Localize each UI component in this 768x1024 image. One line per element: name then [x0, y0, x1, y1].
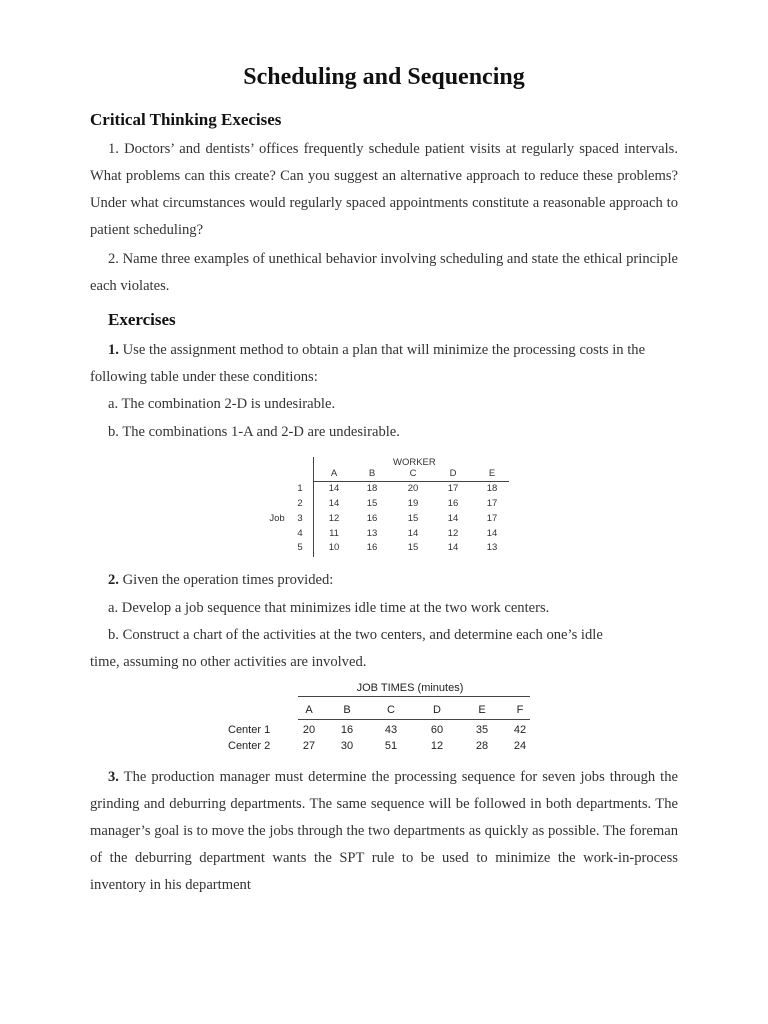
table-cell: 27: [302, 740, 316, 752]
table-cell: 13: [486, 542, 498, 553]
job-col-a: A: [305, 704, 313, 716]
job-row-1-label: 1: [297, 483, 303, 494]
job-row-3-label: 3: [297, 513, 303, 524]
table-cell: 20: [302, 724, 316, 736]
table-cell: 60: [430, 724, 444, 736]
exercise-1-condition-a: a. The combination 2-D is undesirable.: [108, 396, 336, 412]
exercise-3-number: 3.: [108, 769, 119, 785]
table-cell: 17: [447, 483, 459, 494]
exercise-2-part-b: b. Construct a chart of the activities at the two centers, and determine each one’s idle: [108, 627, 603, 643]
job-col-c: C: [387, 704, 395, 716]
worker-col-a: A: [330, 468, 338, 479]
critical-question-1: 1. Doctors’ and dentists’ offices frequently schedule patient visits at regularly spaced intervals. What problems can this create? Can you suggest an alternative approach to reduce these problems? Under what circumstances would regularly spaced appointments constitute a reasonable approach to patient scheduling?: [90, 141, 678, 238]
table-cell: 14: [328, 498, 340, 509]
table-cell: 42: [513, 724, 527, 736]
table-cell: 12: [430, 740, 444, 752]
center-1-label: Center 1: [228, 724, 271, 736]
table-cell: 16: [366, 542, 378, 553]
job-row-4-label: 4: [297, 528, 303, 539]
job-col-f: F: [516, 704, 524, 716]
exercise-2-part-b-cont: time, assuming no other activities are involved.: [90, 654, 367, 670]
exercise-3-text: The production manager must determine the processing sequence for seven jobs through the grinding and deburring departments. The same sequence will be followed in both departments. The manager’s goal is to move the jobs through the two departments as quickly as possible. The foreman of the deburring department wants the SPT rule to be used to minimize the work-in-process inventory in his department: [90, 769, 678, 893]
table-cell: 28: [475, 740, 489, 752]
table-cell: 11: [329, 528, 339, 539]
job-row-label: Job: [269, 513, 285, 524]
job-times-header-rule: [298, 719, 530, 720]
table-cell: 14: [447, 513, 459, 524]
table-cell: 35: [475, 724, 489, 736]
exercise-1-number: 1.: [108, 342, 119, 358]
exercises-heading: Exercises: [108, 310, 176, 329]
table-cell: 16: [340, 724, 354, 736]
worker-col-c: C: [409, 468, 417, 479]
worker-col-d: D: [449, 468, 457, 479]
table-cell: 12: [328, 513, 340, 524]
table-cell: 18: [366, 483, 378, 494]
table-cell: 15: [366, 498, 378, 509]
job-col-e: E: [478, 704, 486, 716]
exercise-1-line-1: [108, 337, 645, 364]
job-row-5-label: 5: [297, 542, 303, 553]
page-title: Scheduling and Sequencing: [243, 64, 525, 90]
table-cell: 17: [486, 498, 498, 509]
exercise-3: [90, 764, 678, 899]
table-cell: 10: [328, 542, 340, 553]
exercise-2-text: Given the operation times provided:: [118, 572, 334, 588]
table-cell: 20: [407, 483, 419, 494]
exercise-2-part-a: a. Develop a job sequence that minimizes idle time at the two work centers.: [108, 600, 550, 616]
center-2-label: Center 2: [228, 740, 271, 752]
exercise-1-text: Use the assignment method to obtain a plan that will minimize the processing costs in the: [118, 342, 646, 358]
table-cell: 18: [486, 483, 498, 494]
critical-question-2: 2. Name three examples of unethical behavior involving scheduling and state the ethical principle each violates.: [90, 251, 678, 294]
worker-table-title: WORKER: [393, 457, 436, 468]
table-cell: 51: [384, 740, 398, 752]
table-cell: 30: [340, 740, 354, 752]
worker-col-b: B: [368, 468, 376, 479]
job-col-b: B: [343, 704, 351, 716]
table-cell: 43: [384, 724, 398, 736]
table-cell: 14: [407, 528, 419, 539]
job-times-top-rule: [298, 696, 530, 697]
exercise-1-line-2: following table under these conditions:: [90, 369, 318, 385]
table-cell: 15: [407, 542, 419, 553]
table-cell: 14: [447, 542, 459, 553]
job-col-d: D: [433, 704, 441, 716]
table-cell: 24: [513, 740, 527, 752]
critical-thinking-heading: Critical Thinking Execises: [90, 110, 282, 129]
worker-table-horizontal-rule: [313, 481, 509, 482]
table-cell: 14: [328, 483, 340, 494]
exercise-2-line-1: [108, 567, 333, 594]
table-cell: 16: [447, 498, 459, 509]
table-cell: 16: [366, 513, 378, 524]
table-cell: 14: [486, 528, 498, 539]
table-cell: 15: [407, 513, 419, 524]
worker-col-e: E: [488, 468, 496, 479]
job-times-title: JOB TIMES (minutes): [356, 682, 464, 694]
job-row-2-label: 2: [297, 498, 303, 509]
table-cell: 12: [447, 528, 459, 539]
exercise-1-condition-b: b. The combinations 1-A and 2-D are undesirable.: [108, 424, 400, 440]
exercise-2-number: 2.: [108, 572, 119, 588]
table-cell: 19: [407, 498, 419, 509]
table-cell: 17: [486, 513, 498, 524]
table-cell: 13: [366, 528, 378, 539]
